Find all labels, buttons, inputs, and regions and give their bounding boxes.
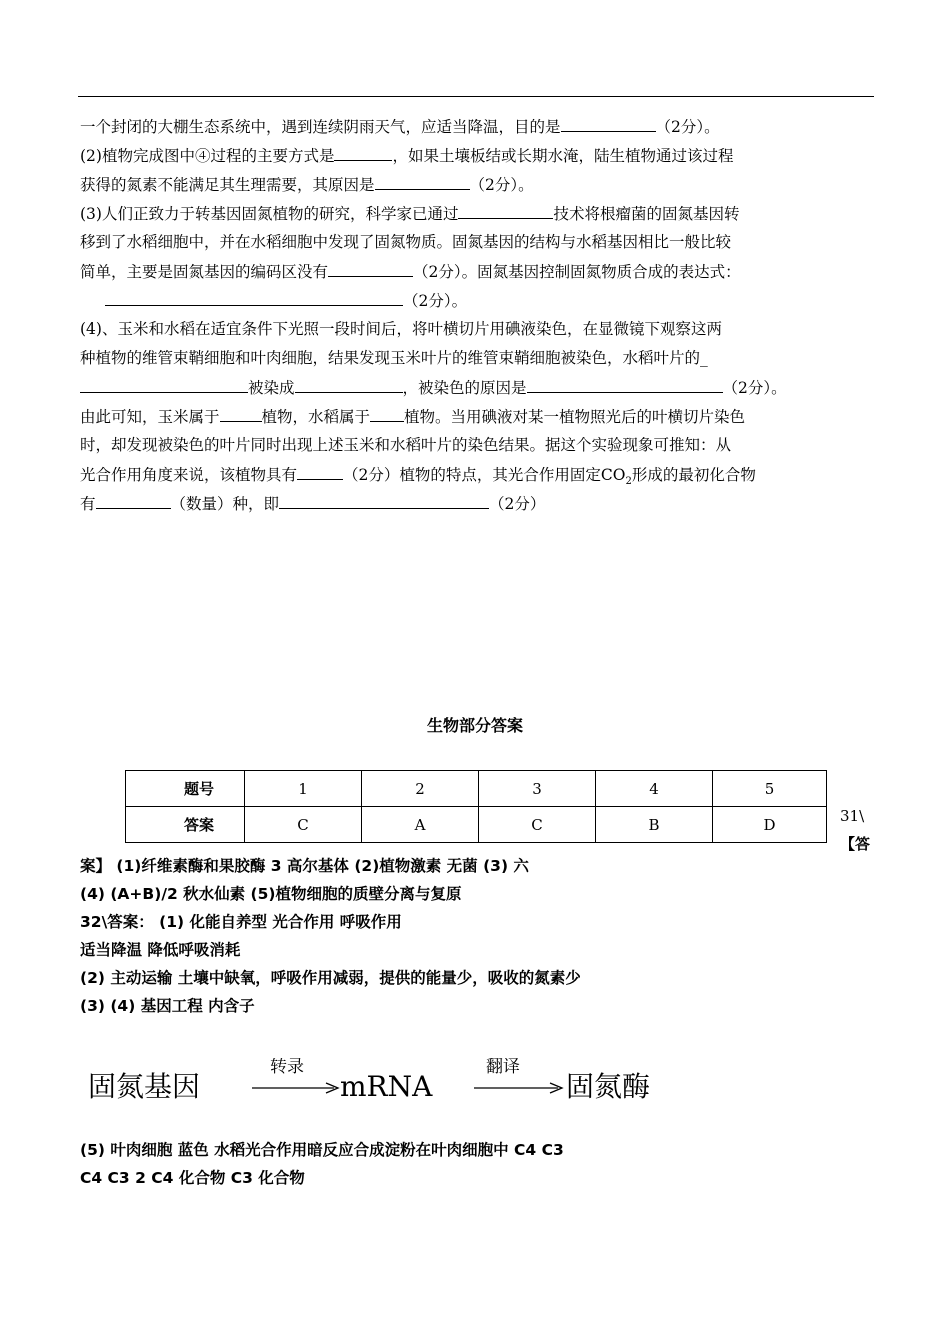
top-rule [78,96,874,97]
table-cell: D [713,807,827,843]
table-cell: 5 [713,771,827,807]
answer-blank[interactable] [96,490,171,509]
formula-enzyme: 固氮酶 [566,1070,651,1103]
table-cell: 1 [245,771,362,807]
table-cell: C [245,807,362,843]
table-header-number: 题号 [126,771,245,807]
table-cell: C [479,807,596,843]
question-line-12: 时，却发现被染色的叶片同时出现上述玉米和水稻叶片的染色结果。据这个实验现象可推知：从 [80,436,732,454]
question-line-6: 简单，主要是固氮基因的编码区没有 （2分）。固氮基因控制固氮物质合成的表达式： [80,258,880,286]
answer-blank[interactable] [220,403,262,422]
question-line-9: 种植物的维管束鞘细胞和叶肉细胞，结果发现玉米叶片的维管束鞘细胞被染色，水稻叶片的_ [80,349,708,367]
table-cell: A [362,807,479,843]
answer-blank[interactable] [295,374,403,393]
answer-line: (4) (A+B)/2 秋水仙素 (5)植物细胞的质壁分离与复原 [80,885,462,903]
question-line-13: 光合作用角度来说，该植物具有 （2分）植物的特点，其光合作用固定$CO_2$形成的最初化合物 [80,461,880,495]
formula-arrow1-label: 转录 [270,1058,304,1077]
question-line-4: (3)人们正致力于转基因固氮植物的研究，科学家已通过 技术将根瘤菌的固氮基因转 [80,200,880,228]
answer-line: 32\答案： (1) 化能自养型 光合作用 呼吸作用 [80,913,402,931]
table-row [126,807,827,843]
question-line-11: 由此可知，玉米属于 植物，水稻属于 植物。当用碘液对某一植物照光后的叶横切片染色 [80,403,880,431]
table-cell: 3 [479,771,596,807]
question-line-1: 一个封闭的大棚生态系统中，遇到连续阴雨天气，应适当降温，目的是 （2分）。 [80,113,880,141]
table-cell: 4 [596,771,713,807]
question-line-5: 移到了水稻细胞中，并在水稻细胞中发现了固氮物质。固氮基因的结构与水稻基因相比一般比较 [80,233,732,251]
answer-blank[interactable] [279,490,489,509]
answer-table [125,770,827,843]
answer-line: (5) 叶肉细胞 蓝色 水稻光合作用暗反应合成淀粉在叶肉细胞中 C4 C3 [80,1141,564,1159]
answer-blank[interactable] [334,142,392,161]
table-header-answer: 答案 [126,807,245,843]
answer-blank[interactable] [527,374,723,393]
formula-mrna: mRNA [340,1070,433,1103]
answer-line: C4 C3 2 C4 化合物 C3 化合物 [80,1169,305,1187]
answer-blank[interactable] [370,403,404,422]
question-line-7: （2分）。 [105,287,905,315]
answer-blank[interactable] [297,461,343,480]
answer-blank[interactable] [80,374,248,393]
answer-blank[interactable] [375,171,470,190]
formula-gene: 固氮基因 [88,1070,201,1103]
answers-title: 生物部分答案 [426,716,523,735]
answer-line: (3) (4) 基因工程 内含子 [80,997,255,1015]
question-line-14: 有 （数量）种，即 （2分） [80,490,880,518]
question-line-8: (4)、玉米和水稻在适宜条件下光照一段时间后，将叶横切片用碘液染色，在显微镜下观察这两 [80,320,722,338]
answer-blank[interactable] [458,200,553,219]
table-row [126,771,827,807]
answer-blank[interactable] [561,113,656,132]
question-line-10: 被染成 ，被染色的原因是 （2分）。 [80,374,880,402]
answer-line: 案】 (1)纤维素酶和果胶酶 3 高尔基体 (2)植物激素 无菌 (3) 六 [80,857,529,875]
table-cell: 2 [362,771,479,807]
question-line-2: (2)植物完成图中④过程的主要方式是 ，如果土壤板结或长期水淹，陆生植物通过该过程 [80,142,880,170]
side-label: 31\ 【答 [840,807,871,853]
gene-expression-formula [88,1058,708,1108]
formula-arrow2-label: 翻译 [486,1058,520,1077]
answer-blank[interactable] [328,258,413,277]
answer-line: 适当降温 降低呼吸消耗 [80,941,241,959]
answer-line: (2) 主动运输 土壤中缺氧，呼吸作用减弱，提供的能量少，吸收的氮素少 [80,969,581,987]
table-cell: B [596,807,713,843]
question-line-3: 获得的氮素不能满足其生理需要，其原因是 （2分）。 [80,171,880,199]
answer-blank[interactable] [105,287,403,306]
